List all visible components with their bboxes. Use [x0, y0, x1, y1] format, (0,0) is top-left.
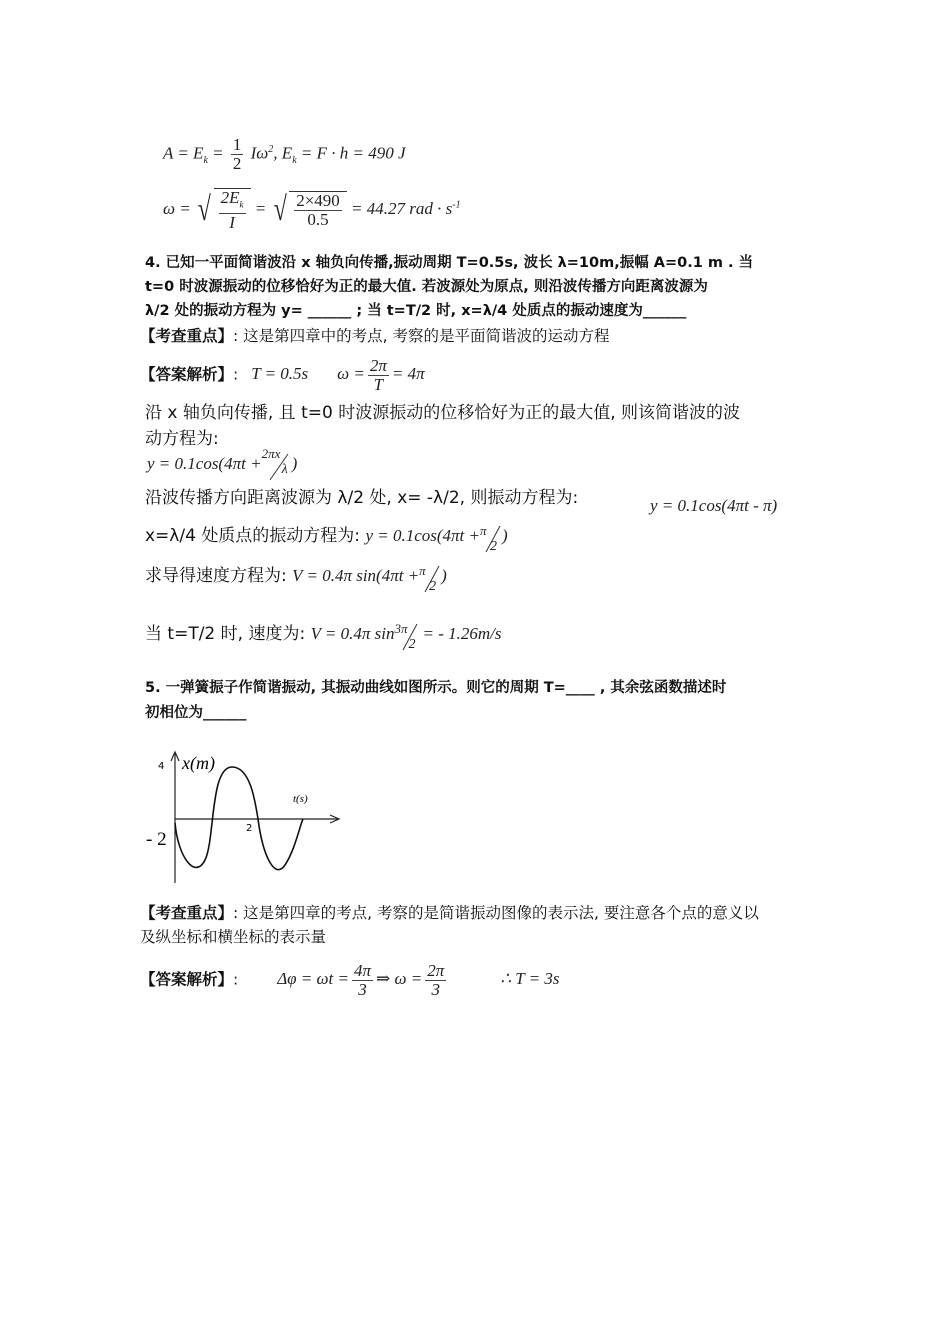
x-axis-label: t(s) [293, 793, 308, 805]
q5-answer: 【答案解析】: Δφ = ωt = $\frac{4\pi}{3}$ ⇒ ω = $\frac{2\pi}{3}$ ∴ T = 3s [140, 961, 560, 999]
q4-para-3: x=λ/4 处质点的振动方程为: y = 0.1cos(4πt + π 2 ) [145, 523, 508, 554]
vibration-equation-half-lambda: y = 0.1cos(4πt - π) [650, 496, 778, 515]
q5-line-1: 5. 一弹簧振子作简谐振动, 其振动曲线如图所示。则它的周期 T=____ , 其余弦函数描述时 [145, 680, 727, 696]
q4-line-1: 4. 已知一平面简谐波沿 x 轴负向传播,振动周期 T=0.5s, 波长 λ=10m,振幅 A=0.1 m . 当 [145, 255, 754, 271]
q4-line-3: λ/2 处的振动方程为 y= ______ ; 当 t=T/2 时, x=λ/4 处质点的振动速度为______ [145, 303, 687, 319]
q4-para-1b: 动方程为: [145, 429, 219, 449]
q5-focus-line-1: 【考查重点】: 这是第四章的考点, 考察的是简谐振动图像的表示法, 要注意各个点的意义以 [140, 904, 759, 922]
q4-focus: 【考查重点】: 这是第四章中的考点, 考察的是平面简谐波的运动方程 [140, 327, 610, 345]
half-fraction: $\frac{1}{2}$ [232, 135, 242, 173]
q5-line-2: 初相位为______ [145, 705, 247, 721]
y-tick-4: 4 [158, 761, 165, 772]
q4-line-2: t=0 时波源振动的位移恰好为正的最大值. 若波源处为原点, 则沿波传播方向距离波源为 [145, 279, 708, 295]
y-tick-neg2: - 2 [146, 829, 167, 850]
q4-para-4: 求导得速度方程为: V = 0.4π sin(4πt + π 2 ) [145, 563, 447, 594]
x-tick-2: 2 [246, 823, 253, 834]
omega-equation: ω = √ $\frac{2E_k}{I}$ = √ $\frac{2\times 490}{0.5}$ = 44.27 rad · $s^{-1}$ [163, 188, 461, 233]
oscillation-curve [175, 767, 303, 870]
q5-focus-line-2: 及纵坐标和横坐标的表示量 [140, 928, 327, 946]
y-axis-label: x(m) [182, 753, 215, 773]
wave-equation: y = 0.1cos(4πt + 2πx λ ) [147, 450, 297, 480]
q4-para-2: 沿波传播方向距离波源为 λ/2 处, x= -λ/2, 则振动方程为: [145, 488, 579, 508]
oscillation-graph [140, 745, 350, 885]
q4-para-5: 当 t=T/2 时, 速度为: V = 0.4π sin 3π 2 = - 1.26m/s [145, 621, 502, 652]
q4-answer: 【答案解析】: T = 0.5s ω = $\frac{2\pi}{T}$ = 4π [140, 356, 425, 394]
energy-equation: $A = E_k$ = $\frac{1}{2}$ $I\omega^2$, $E_k = F \cdot h = 490$ J [163, 135, 406, 173]
q4-para-1a: 沿 x 轴负向传播, 且 t=0 时波源振动的位移恰好为正的最大值, 则该简谐波的波 [145, 403, 741, 423]
